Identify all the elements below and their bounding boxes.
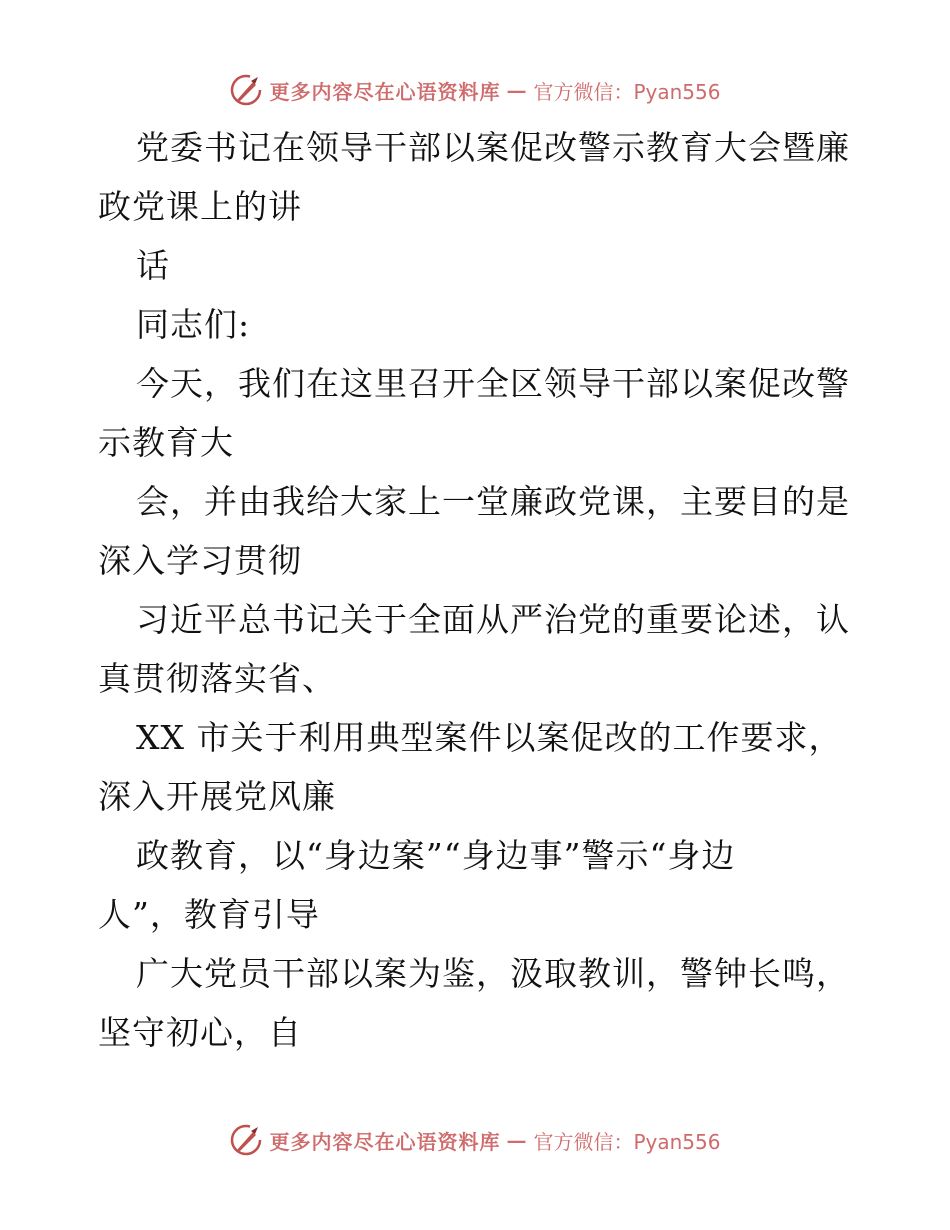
document-line: 广大党员干部以案为鉴，汲取教训，警钟长鸣， xyxy=(136,954,850,993)
footer-banner-wechat: 官方微信：Pyan556 xyxy=(533,1129,721,1154)
document-line: 真贯彻落实省、 xyxy=(98,659,336,698)
document-line: 话 xyxy=(136,246,170,285)
document-lines xyxy=(98,118,858,1062)
header-banner-wechat: 官方微信：Pyan556 xyxy=(533,79,721,104)
document-line: 深入学习贯彻 xyxy=(98,541,302,580)
document-line: 政教育，以“身边案”“身边事”警示“身边 xyxy=(136,836,736,875)
header-banner-inner xyxy=(229,73,720,107)
document-body xyxy=(98,118,858,1062)
document-line: 会，并由我给大家上一堂廉政党课，主要目的是 xyxy=(136,482,850,521)
document-line: 政党课上的讲 xyxy=(98,187,302,226)
document-line: 深入开展党风廉 xyxy=(98,777,336,816)
document-line: 坚守初心，自 xyxy=(98,1013,302,1052)
quill-logo-icon xyxy=(229,73,263,107)
footer-banner-title: 更多内容尽在心语资料库 xyxy=(269,1129,501,1154)
document-line: 人”，教育引导 xyxy=(98,895,320,934)
document-line: 示教育大 xyxy=(98,423,234,462)
document-line: 党委书记在领导干部以案促改警示教育大会暨廉 xyxy=(136,128,850,167)
footer-banner-dash: — xyxy=(506,1128,528,1152)
document-line: 今天，我们在这里召开全区领导干部以案促改警 xyxy=(136,364,850,403)
document-line: 同志们: xyxy=(136,305,251,344)
footer-banner-inner xyxy=(229,1123,720,1157)
header-banner xyxy=(0,70,950,110)
header-banner-dash: — xyxy=(506,78,528,102)
document-line: XX 市关于利用典型案件以案促改的工作要求， xyxy=(136,718,843,757)
header-banner-title: 更多内容尽在心语资料库 xyxy=(269,79,501,104)
footer-banner xyxy=(0,1120,950,1160)
document-line: 习近平总书记关于全面从严治党的重要论述，认 xyxy=(136,600,850,639)
quill-logo-icon xyxy=(229,1123,263,1157)
